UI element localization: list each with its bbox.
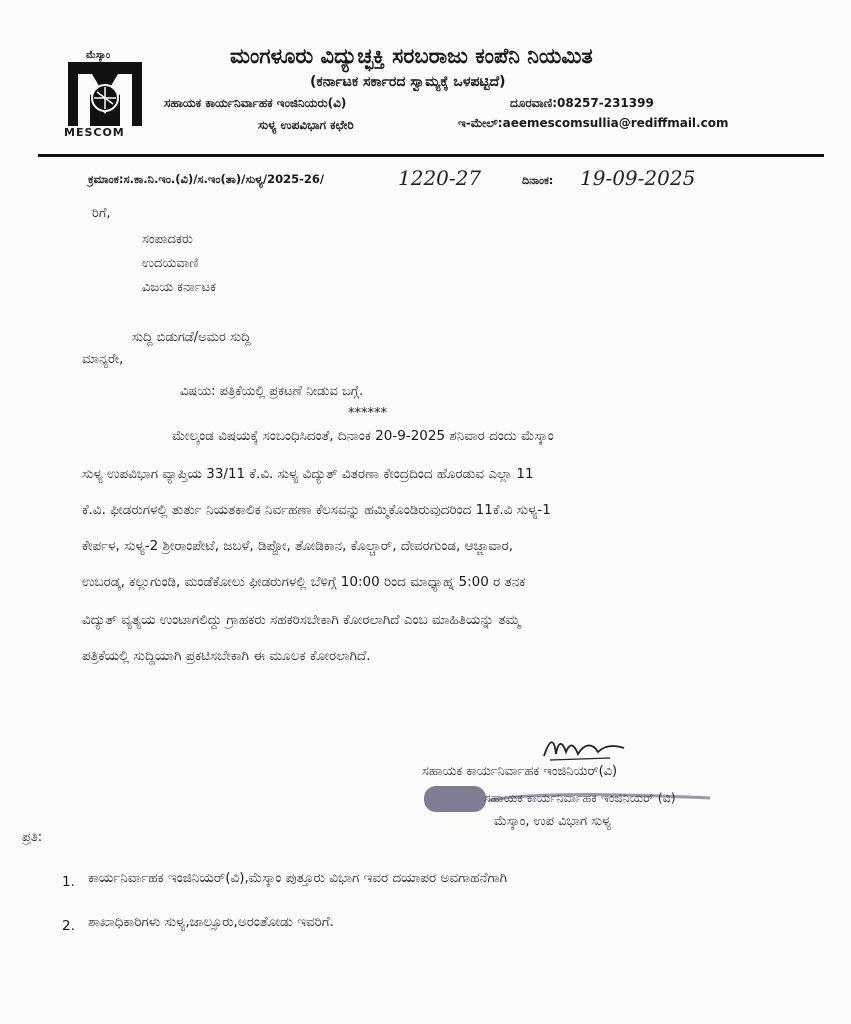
handwritten-reference-number: 1220-27 — [398, 166, 482, 190]
office-title: ಸಹಾಯಕ ಕಾರ್ಯನಿರ್ವಾಹಕ ಇಂಜಿನಿಯರು(ವಿ) — [164, 96, 347, 110]
reference-number: ಕ್ರಮಾಂಕ:ಸ.ಕಾ.ನಿ.ಇಂ.(ವಿ)/ಸ.ಇಂ(ತಾ)/ಸುಳ್ಯ/2025-26/ — [88, 172, 325, 186]
body-line-5: ಉಬರಡ್ಕ, ಕಲ್ಲುಗುಂಡಿ, ಮಂಡೆಕೋಲು ಫೀಡರುಗಳಲ್ಲಿ ಬೆಳಿಗ್ಗೆ 10:00 ರಿಂದ ಮಾಧ್ಯಾಹ್ನ 5:00 ರ ತನಕ — [82, 574, 526, 590]
to-label: ರಿಗೆ, — [92, 206, 111, 221]
logo-caption: ಮೆಸ್ಕಾಂ — [86, 50, 111, 61]
organization-subtitle: (ಕರ್ನಾಟಕ ಸರ್ಕಾರದ ಸ್ವಾಮ್ಯಕ್ಕೆ ಒಳಪಟ್ಟಿದೆ) — [310, 74, 506, 90]
header-divider — [38, 154, 824, 157]
handwritten-date: 19-09-2025 — [580, 166, 696, 190]
copy-to-label: ಪ್ರತಿ: — [22, 830, 43, 845]
copy-item-text: ಕಾರ್ಯನಿರ್ವಾಹಕ ಇಂಜಿನಿಯರ್(ವಿ),ಮೆಸ್ಕಾಂ ಪುತ್ತೂರು ವಿಭಾಗ ಇವರ ದಯಾಪರ ಅವಗಾಹನೆಗಾಗಿ — [88, 870, 507, 886]
subject-separator: ****** — [348, 406, 387, 421]
greeting: ಮಾನ್ಯರೇ, — [82, 352, 124, 367]
email-address: ಇ-ಮೇಲ್:aeemescomsullia@rediffmail.com — [458, 116, 729, 130]
stamp-line-1: ಸಹಾಯಕ ಕಾರ್ಯನಿರ್ವಾಹಕ ಇಂಜಿನಿಯರ್ (ವಿ) — [484, 790, 676, 805]
body-line-1: ಮೇಲ್ಕಂಡ ವಿಷಯಕ್ಕೆ ಸಂಬಂಧಿಸಿದಂತೆ, ದಿನಾಂಕ 20-9-2025 ಶನಿವಾರ ದಂದು ಮೆಸ್ಕಾಂ — [172, 428, 554, 444]
phone-number: ದೂರವಾಣಿ:08257-231399 — [510, 96, 654, 110]
body-line-2: ಸುಳ್ಯ ಉಪವಿಭಾಗ ವ್ಯಾಪ್ತಿಯ 33/11 ಕೆ.ವಿ. ಸುಳ್ಯ ವಿದ್ಯುತ್ ವಿತರಣಾ ಕೇಂದ್ರದಿಂದ ಹೊರಡುವ ಎಲ್ಲಾ 11 — [82, 466, 534, 482]
recipient-editor: ಸಂಪಾದಕರು — [142, 232, 193, 247]
subject-line: ವಿಷಯ: ಪತ್ರಿಕೆಯಲ್ಲಿ ಪ್ರಕಟಣೆ ನೀಡುವ ಬಗ್ಗೆ. — [180, 384, 364, 399]
organization-name: ಮಂಗಳೂರು ವಿದ್ಯುಚ್ಛಕ್ತಿ ಸರಬರಾಜು ಕಂಪೆನಿ ನಿಯಮಿತ — [230, 44, 593, 68]
body-line-3: ಕೆ.ವಿ. ಫೀಡರುಗಳಲ್ಲಿ ತುರ್ತು ನಿಯತಕಾಲಿಕ ನಿರ್ವಹಣಾ ಕೆಲಸವನ್ನು ಹಮ್ಮಿಕೊಂಡಿರುವುದರಿಂದ 11ಕೆ.ವಿ ಸುಳ್ಯ-1 — [82, 502, 551, 518]
copy-item-text: ಶಾಖಾಧಿಕಾರಿಗಳು ಸುಳ್ಯ,ಜಾಲ್ಸೂರು,ಅರಂತೋಡು ಇವರಿಗೆ. — [88, 914, 334, 930]
body-line-6: ವಿದ್ಯುತ್ ವ್ಯತ್ಯಯ ಉಂಟಾಗಲಿದ್ದು ಗ್ರಾಹಕರು ಸಹಕರಿಸಬೇಕಾಗಿ ಕೋರಲಾಗಿದೆ ಎಂಬ ಮಾಹಿತಿಯನ್ನು ತಮ್ಮ — [82, 612, 521, 628]
stamp-line-2: ಮೆಸ್ಕಾಂ, ಉಪ ವಿಭಾಗ ಸುಳ್ಯ — [494, 814, 612, 829]
news-release-line: ಸುದ್ದಿ ಬಿಡುಗಡೆ/ಅಮರ ಸುದ್ದಿ — [132, 330, 251, 345]
body-line-4: ಕೇರ್ಪಳ, ಸುಳ್ಯ-2 ಶ್ರೀರಾಂಪೇಟೆ, ಜಬಳೆ, ಡಿಪ್ಪೋ, ತೋಡಿಕಾನ, ಕೊಲ್ಚಾರ್, ದೇವರಗುಂಡ, ಆಜ್ಜಾವಾರ, — [82, 538, 514, 554]
office-place: ಸುಳ್ಯ ಉಪವಿಭಾಗ ಕಛೇರಿ — [258, 118, 354, 132]
date-label: ದಿನಾಂಕ: — [522, 174, 554, 187]
copy-item-number: 1. — [62, 874, 75, 890]
signature-scribble-icon — [540, 736, 628, 764]
logo-name: MESCOM — [64, 126, 125, 139]
recipient-udayavani: ಉದಯವಾಣಿ — [142, 256, 199, 271]
copy-item-number: 2. — [62, 918, 75, 934]
recipient-vijaya-karnataka: ವಿಜಯ ಕರ್ನಾಟಕ — [142, 280, 216, 295]
signatory-designation: ಸಹಾಯಕ ಕಾರ್ಯನಿರ್ವಾಹಕ ಇಂಜಿನಿಯರ್(ವಿ) — [422, 764, 618, 779]
body-line-7: ಪತ್ರಿಕೆಯಲ್ಲಿ ಸುದ್ದಿಯಾಗಿ ಪ್ರಕಟಿಸಬೇಕಾಗಿ ಈ ಮೂಲಕ ಕೋರಲಾಗಿದೆ. — [82, 648, 371, 664]
